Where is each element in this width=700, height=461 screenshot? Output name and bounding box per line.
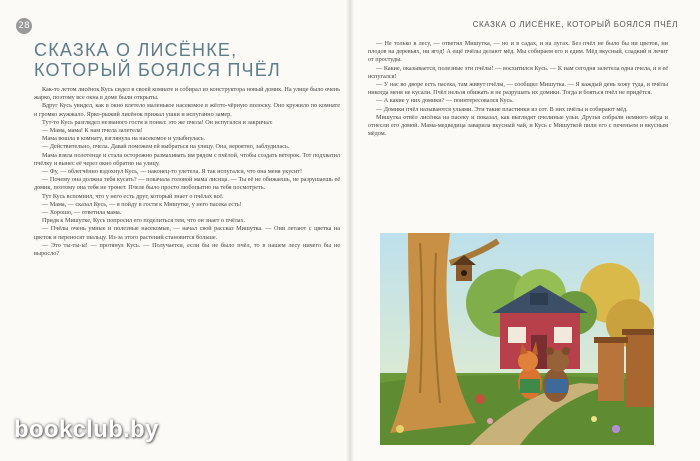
paragraph: Мама взяла полотенце и стала осторожно размахивать им рядом с пчёлой, чтобы создать ветерок. Тот подхватил пчёлку и вынес её через окно обратно на улицу. <box>34 151 340 167</box>
story-title: СКАЗКА О ЛИСЁНКЕ, КОТОРЫЙ БОЯЛСЯ ПЧЁЛ <box>34 40 281 80</box>
paragraph: — Почему она должна тебя кусать? — покачала головой мама лисица. — Ты её не обижаешь, не разрушаешь её домик, поэтому она тебя не тронет. Пчеле было просто любопытно на тебя посмотреть. <box>34 176 340 192</box>
paragraph: Вдруг Кусь увидел, как в окно влетело маленькое насекомое в жёлто-чёрную полоску. Оно кружило по комнате и громко жужжало. Ярко-рыжий лисёнок прижал ушки и испуганно замер. <box>34 102 340 118</box>
paragraph: — Это ты-ты-ы! — протянул Кусь. — Получается, если бы не было пчёл, то в нашем лесу ничего бы не выросло? <box>34 241 340 258</box>
paragraph: Мама вошла в комнату, взглянула на насекомое и улыбнулась. <box>42 135 206 143</box>
paragraph: — Хорошо, — ответила мама. <box>42 209 122 217</box>
beehive <box>598 341 624 401</box>
paragraph: — А какие у них домики? — поинтересовался Кусь. <box>376 97 514 105</box>
flower <box>591 416 597 422</box>
illustration-scene <box>380 233 654 445</box>
story-illustration <box>380 233 654 445</box>
paragraph: — Какие, оказывается, полезные эти пчёлы! — восхитился Кусь. — К нам сегодня залетела одна пчела, и я её испугался! <box>368 64 668 80</box>
paragraph: Тут-то Кусь разглядел незваного гостя и понял: это же пчела! Он испугался и закричал: <box>42 118 273 126</box>
paragraph: — Пчёлы очень умные и полезные насекомые, — начал свой рассказ Мишутка. — Они летают с цветка на цветок и переносят пыльцу. Из-за этого растений становится больше. <box>34 225 340 241</box>
house-dormer <box>530 293 548 305</box>
bear-ear <box>562 347 570 355</box>
fox-shirt <box>520 379 540 393</box>
paragraph: — Фу, — облегчённо вздохнул Кусь, — наконец-то улетела. Я так испугался, что она меня укусит! <box>42 168 303 176</box>
bear-shirt <box>546 379 568 393</box>
flower <box>487 418 493 424</box>
beehive-lid <box>594 337 628 343</box>
paragraph: — Мама, мама! К нам пчела залетела! <box>42 127 143 135</box>
running-head: СКАЗКА О ЛИСЁНКЕ, КОТОРЫЙ БОЯЛСЯ ПЧЁЛ <box>472 20 678 29</box>
paragraph: Мишутка отвёл лисёнка на пасеку и показал, как выглядят пчелиные ульи. Друзья собрали немного мёда и отнесли его домой. Мама-медведица заварила вкусный чай, и Кусь с Мишуткой пили его с печеньем и вкусным мёдом. <box>368 113 668 138</box>
paragraph: — Домики пчёл называются ульями. Эти такие пластинки из сот. В них пчёлы и собирают мёд. <box>376 105 628 113</box>
paragraph: Как-то летом лисёнок Кусь сидел в своей комнате и собирал из конструктора новый домик. На улице было очень жарко, поэтому все окна в доме были открыты. <box>34 86 340 102</box>
paragraph: — Действительно, пчела. Давай поможем ей выбраться на улицу. Она, вероятно, заблудилась. <box>42 143 290 151</box>
right-column-text <box>368 40 668 138</box>
left-column-text <box>34 86 340 258</box>
house-window <box>508 327 526 343</box>
beehive-lid <box>622 329 654 335</box>
beehive <box>626 333 654 407</box>
flower <box>396 425 404 433</box>
flower <box>612 425 620 433</box>
paragraph: Тут Кусь вспомнил, что у него есть друг, который знает о пчёлах всё. <box>42 192 224 200</box>
paragraph: — Мама, — сказал Кусь, — я пойду в гости к Мишутке, у него пасека есть! <box>42 200 242 208</box>
book-gutter <box>346 0 354 461</box>
mushroom <box>475 394 485 404</box>
paragraph: Придя к Мишутке, Кусь попросил его поделиться тем, что он знает о пчёлах. <box>42 217 246 225</box>
paragraph: — Не только в лесу, — ответил Мишутка, — но и в садах, и на лугах. Без пчёл не было бы ни цветов, ни плодов на деревьях, ни ягод! А ещё пчёлы делают мёд. Мы собираем его и едим. Мёд вкусный, сладкий и лечит от простуды. <box>368 40 668 64</box>
birdhouse-hole <box>461 270 467 276</box>
watermark: bookclub.by <box>14 416 159 443</box>
house-window <box>554 327 572 343</box>
paragraph: — У нас во дворе есть пасека, там живут пчёлы, — сообщил Мишутка. — Я каждый день хожу туда, и пчёлы никогда меня не кусали. Пчёл нельзя обижать и не разрушать их домики. Тогда и бояться пчёл не придётся. <box>368 81 668 97</box>
page-number: 28 <box>16 18 32 34</box>
bear-ear <box>546 347 554 355</box>
